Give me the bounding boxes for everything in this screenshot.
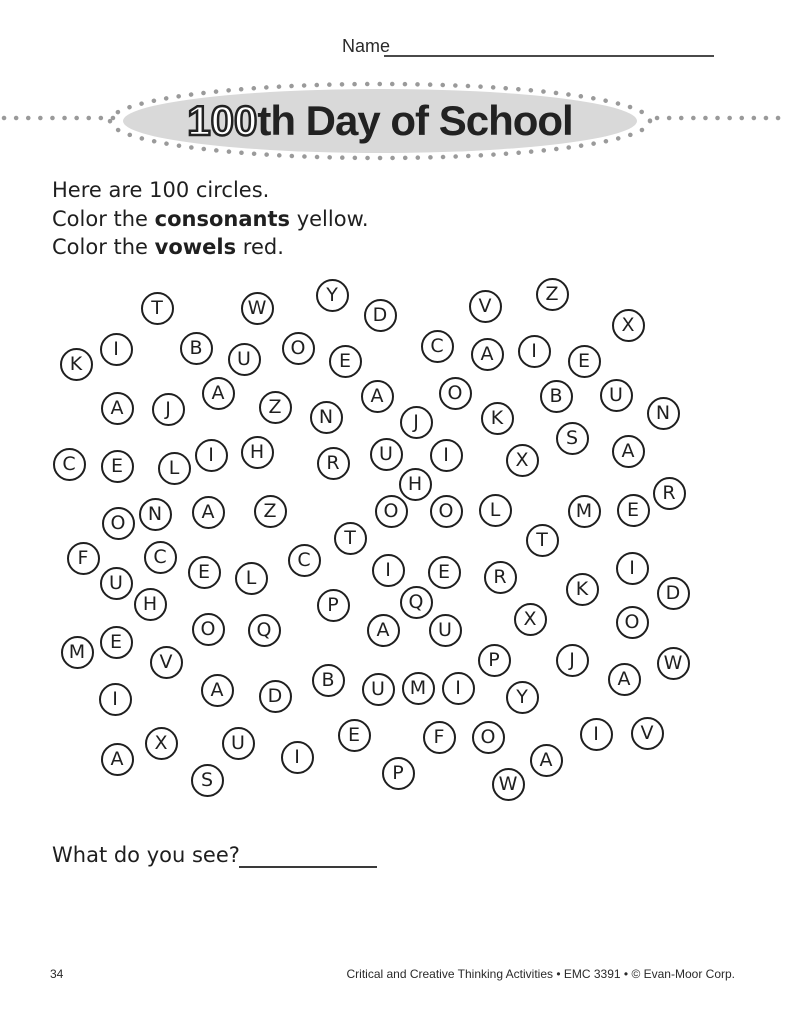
letter-circle[interactable]: T (141, 292, 174, 325)
letter-circle[interactable]: A (101, 392, 134, 425)
letter-circle[interactable]: Y (506, 681, 539, 714)
letter-circle[interactable]: E (188, 556, 221, 589)
letter-circle[interactable]: A (202, 377, 235, 410)
letter-circle[interactable]: E (428, 556, 461, 589)
letter-circle[interactable]: A (192, 496, 225, 529)
letter-circle[interactable]: A (367, 614, 400, 647)
letter-circle[interactable]: U (100, 567, 133, 600)
letter-circle[interactable]: Y (316, 279, 349, 312)
letter-circle[interactable]: C (288, 544, 321, 577)
letter-circle[interactable]: U (429, 614, 462, 647)
letter-circle[interactable]: A (361, 380, 394, 413)
letter-circle[interactable]: X (145, 727, 178, 760)
letter-circle[interactable]: L (479, 494, 512, 527)
letter-circle[interactable]: N (310, 401, 343, 434)
name-label: Name (342, 36, 391, 56)
letter-circle[interactable]: E (568, 345, 601, 378)
letter-circle[interactable]: R (317, 447, 350, 480)
letter-circle[interactable]: I (442, 672, 475, 705)
letter-circle[interactable]: E (101, 450, 134, 483)
instruction-line2-post: yellow. (290, 206, 369, 231)
letter-circle[interactable]: I (616, 552, 649, 585)
letter-circle[interactable]: F (67, 542, 100, 575)
letter-circle[interactable]: C (144, 541, 177, 574)
letter-circle[interactable]: D (364, 299, 397, 332)
letter-circle[interactable]: Q (400, 586, 433, 619)
letter-circle[interactable]: S (556, 422, 589, 455)
letter-circle[interactable]: V (631, 717, 664, 750)
letter-circle[interactable]: H (399, 468, 432, 501)
letter-circle[interactable]: N (139, 498, 172, 531)
letter-circle[interactable]: U (222, 727, 255, 760)
letter-circle[interactable]: O (282, 332, 315, 365)
letter-circle[interactable]: C (53, 448, 86, 481)
letter-circle[interactable]: E (617, 494, 650, 527)
letter-circle[interactable]: E (100, 626, 133, 659)
letter-circle[interactable]: H (134, 588, 167, 621)
letter-circle[interactable]: I (518, 335, 551, 368)
letter-circle[interactable]: I (430, 439, 463, 472)
letter-circle[interactable]: K (481, 402, 514, 435)
letter-circle[interactable]: J (400, 406, 433, 439)
letter-circle[interactable]: X (506, 444, 539, 477)
letter-circle[interactable]: A (201, 674, 234, 707)
letter-circle[interactable]: J (556, 644, 589, 677)
footer-credit: Critical and Creative Thinking Activities • EMC 3391 • © Evan-Moor Corp. (346, 967, 735, 981)
letter-circle[interactable]: W (657, 647, 690, 680)
letter-circle[interactable]: Q (248, 614, 281, 647)
letter-circle[interactable]: P (478, 644, 511, 677)
letter-circle[interactable]: O (102, 507, 135, 540)
letter-circle[interactable]: I (100, 333, 133, 366)
question-label: What do you see? (52, 843, 240, 867)
letter-circle[interactable]: I (580, 718, 613, 751)
letter-circle[interactable]: K (60, 348, 93, 381)
instruction-line2-pre: Color the (52, 206, 155, 231)
letter-circle[interactable]: H (241, 436, 274, 469)
letter-circle[interactable]: A (101, 743, 134, 776)
letter-circle[interactable]: O (616, 606, 649, 639)
letter-circle[interactable]: I (372, 554, 405, 587)
letter-circle[interactable]: R (653, 477, 686, 510)
letter-circle[interactable]: S (191, 764, 224, 797)
letter-circle[interactable]: B (540, 380, 573, 413)
letter-circle[interactable]: O (375, 495, 408, 528)
letter-circle[interactable]: Z (259, 391, 292, 424)
letter-circle[interactable]: E (329, 345, 362, 378)
letter-circle[interactable]: O (192, 613, 225, 646)
letter-circle[interactable]: W (492, 768, 525, 801)
letter-circle[interactable]: M (61, 636, 94, 669)
title-100-outline: 100 (187, 97, 258, 144)
letter-circle[interactable]: N (647, 397, 680, 430)
letter-circle[interactable]: O (472, 721, 505, 754)
letter-circle[interactable]: B (180, 332, 213, 365)
instruction-line2-bold: consonants (154, 206, 291, 231)
letter-circle[interactable]: J (152, 393, 185, 426)
letter-circle[interactable]: Z (536, 278, 569, 311)
letter-circle[interactable]: I (195, 439, 228, 472)
instruction-line3-bold: vowels (154, 235, 237, 259)
title-rest: th Day of School (257, 97, 573, 144)
letter-circle[interactable]: U (600, 379, 633, 412)
letter-circle[interactable]: O (439, 377, 472, 410)
letter-circle[interactable]: B (312, 664, 345, 697)
letter-circle[interactable]: I (99, 683, 132, 716)
letter-circle[interactable]: T (526, 524, 559, 557)
answer-blank-line[interactable] (239, 866, 377, 868)
letter-circle[interactable]: X (514, 603, 547, 636)
letter-circle[interactable]: K (566, 573, 599, 606)
letter-circle[interactable]: I (281, 741, 314, 774)
letter-circle[interactable]: X (612, 309, 645, 342)
letter-circle[interactable]: L (235, 562, 268, 595)
letter-circle[interactable]: A (530, 744, 563, 777)
letter-circle[interactable]: T (334, 522, 367, 555)
letter-circle[interactable]: V (150, 646, 183, 679)
letter-circle[interactable]: U (228, 343, 261, 376)
letter-circle[interactable]: W (241, 292, 274, 325)
letter-circle[interactable]: P (317, 589, 350, 622)
letter-circle[interactable]: P (382, 757, 415, 790)
letter-circle[interactable]: D (259, 680, 292, 713)
letter-circle[interactable]: M (402, 672, 435, 705)
letter-circle[interactable]: A (608, 663, 641, 696)
letter-circle[interactable]: U (362, 673, 395, 706)
letter-circle[interactable]: R (484, 561, 517, 594)
letter-circle[interactable]: D (657, 577, 690, 610)
instruction-line3-post: red. (236, 235, 284, 259)
instruction-line-1: Here are 100 circles. (52, 178, 270, 202)
letter-circle[interactable]: E (338, 719, 371, 752)
letter-circle[interactable]: A (471, 338, 504, 371)
letter-circle[interactable]: F (423, 721, 456, 754)
letter-circle[interactable]: Z (254, 495, 287, 528)
page-number: 34 (50, 967, 64, 981)
letter-circle[interactable]: C (421, 330, 454, 363)
letter-circle[interactable]: V (469, 290, 502, 323)
letter-circle[interactable]: A (612, 435, 645, 468)
instruction-line3-pre: Color the (52, 235, 155, 259)
letter-circle[interactable]: M (568, 495, 601, 528)
letter-circle[interactable]: O (430, 495, 463, 528)
letter-circle[interactable]: U (370, 438, 403, 471)
letter-circle[interactable]: L (158, 452, 191, 485)
